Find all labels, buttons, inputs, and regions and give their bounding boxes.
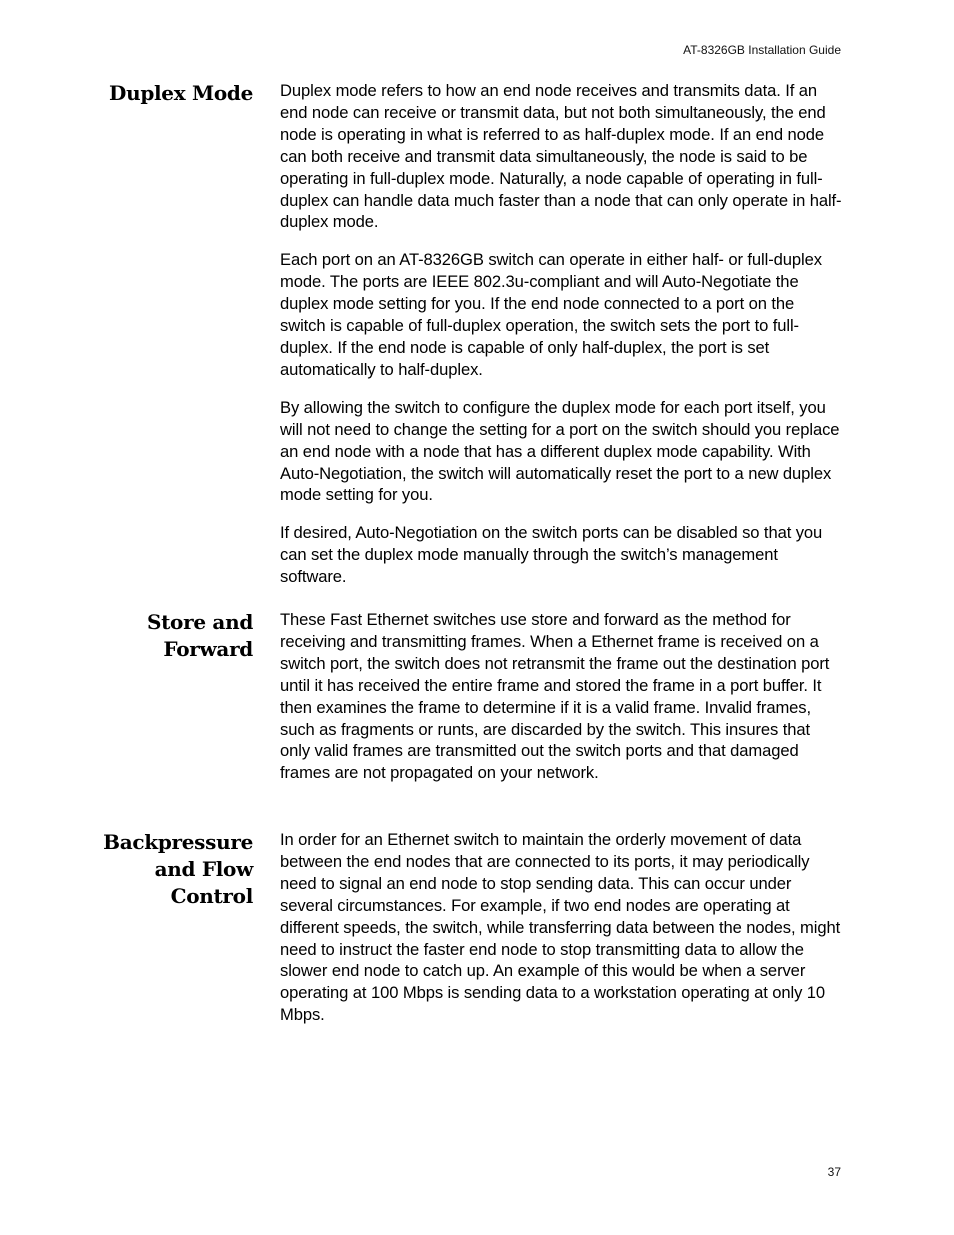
section-body — [280, 80, 842, 604]
paragraph: These Fast Ethernet switches use store and forward as the method for receiving and transmitting frames. When a Ethernet frame is received on a switch port, the switch does not retransmit the frame out the destination port until it has received the entire frame and stored the frame in a port buffer. It then examines the frame to determine if it is a valid frame. Invalid frames, such as fragments or runts, are discarded by the switch. This insures that only valid frames are transmitted out the switch ports and that damaged frames are not propagated on your network. — [280, 610, 830, 783]
paragraph: If desired, Auto-Negotiation on the switch ports can be disabled so that you can set the duplex mode manually through the switch’s management software. — [280, 523, 823, 587]
page-number: 37 — [827, 1165, 841, 1179]
heading-line: Duplex Mode — [109, 81, 253, 105]
paragraph: Duplex mode refers to how an end node receives and transmits data. If an end node can receive or transmit data, but not both simultaneously, the end node is operating in what is referred to as half-duplex mode. If an end node can both receive and transmit data simultaneously, the node is said to be operating in full-duplex mode. Naturally, a node capable of operating in full-duplex can handle data much faster than a node that can only operate in half-duplex mode. — [280, 81, 842, 232]
paragraph: In order for an Ethernet switch to maintain the orderly movement of data between the end nodes that are connected to its ports, it may periodically need to signal an end node to stop sending data. This can occur under several circumstances. For example, if two end nodes are operating at different speeds, the switch, while transferring data between the nodes, might need to instruct the faster end node to stop transmitting data to allow the slower end node to catch up. An example of this would be when a server operating at 100 Mbps is sending data to a workstation operating at only 10 Mbps. — [280, 830, 841, 1025]
paragraph: By allowing the switch to configure the duplex mode for each port itself, you will not need to change the setting for a port on the switch should you replace an end node with a node that has a different duplex mode capability. With Auto-Negotiation, the switch will automatically reset the port to a new duplex mode setting for you. — [280, 397, 840, 505]
section-heading — [60, 80, 253, 107]
heading-line: Store and — [146, 610, 253, 634]
section-body — [280, 609, 842, 800]
paragraph: Each port on an AT-8326GB switch can operate in either half- or full-duplex mode. The ports are IEEE 802.3u-compliant and will Auto-Negotiate the duplex mode setting for you. If the end node connected to a port on the switch is capable of full-duplex operation, the switch sets the port to full-duplex. If the end node is capable of only half-duplex, the port is set automatically to half-duplex. — [280, 250, 822, 379]
running-header: AT-8326GB Installation Guide — [683, 43, 841, 57]
section-body — [280, 829, 842, 1042]
heading-line: Control — [170, 884, 253, 908]
heading-line: and Flow — [154, 857, 253, 881]
heading-line: Backpressure — [103, 830, 253, 854]
section-heading — [60, 609, 253, 663]
section-heading — [60, 829, 253, 910]
heading-line: Forward — [163, 637, 253, 661]
